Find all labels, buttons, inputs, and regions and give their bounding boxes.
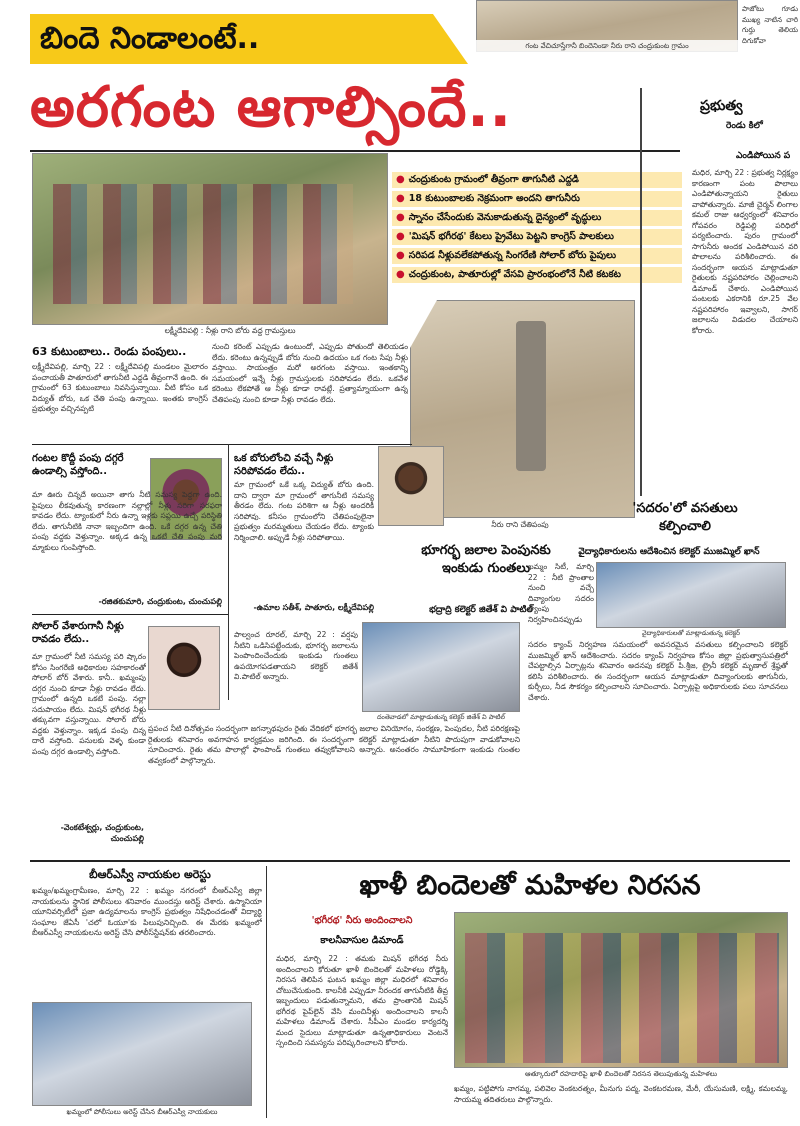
protest-subhead2: కాలనీవాసుల డిమాండ్ bbox=[320, 935, 404, 946]
brs-photo-caption: ఖమ్మంలో పోలీసులు అరెస్ట్ చేసిన బీఆర్ఎస్వీ నాయకులు bbox=[32, 1106, 252, 1118]
box-a-heading: గంటల కొద్దీ పంపు దగ్గరే ఉండాల్సి వస్తోంది.. bbox=[32, 453, 124, 477]
sadaram-body: సదరం క్యాంప్ నిర్వహణ సమయంలో అవసరమైన వసతులు కల్పించాలని కలెక్టర్ ముజమ్మిల్ ఖాన్ ఆదేశించారు. సదరం క్యాంప్ నిర్వహణ కోసం జిల్లా ప్రభుత్వాసుపత్రిలో చేపట్టాల్సిన ఏర్పాట్లను శనివారం అదనపు కలెక్టర్ పి.శ్రీజ, ట్రైనీ కలెక్టర్ మృణాల్ శ్రేష్ఠతో కలిసి పరిశీలించారు. ఈ సందర్భంగా ఆయన మాట్లాడుతూ దివ్యాంగులకు తాగునీరు, కుర్చీలు, నీడ సౌకర్యం కల్పించాలని సూచించారు. ఏర్పాట్లపై అధికారులకు పలు సూచనలు చేశారు. bbox=[528, 640, 788, 702]
box-a-body: మా ఊరు చిన్నదే అయినా తాగు నీటి సమస్య పెద్దగా ఉంది. పైపులు లీకవుతున్న కారణంగా నల్లాల్లో నీళ్లు సరిగా సరఫరా కావడం లేదు. ట్యాంకులో నీరు ఉన్నా ఇళ్లకు సప్లయి ఉచ్చే పరిస్థితి లేదు. తాగునీటికి నానా ఇబ్బందిగా ఉంది. ఒకే దగ్గర ఉన్న చేతి పంపు వద్దకు వెళ్తున్నాం. అక్కడ ఉన్న ఒకటే చేతి పంపు మరి మ్మాకులు గుంపిస్తోంది. bbox=[32, 490, 222, 552]
sadaram-photo bbox=[596, 562, 786, 628]
bullet-item: ● చంద్రుకుంట, పాతూరుల్లో వేసవి ప్రారంభంలోనే నీటి కటకట bbox=[392, 267, 682, 283]
box-c-portrait bbox=[148, 626, 220, 710]
bullet-dot-icon: ● bbox=[396, 174, 405, 185]
box-c-signature: -వెంకటేశ్వర్లు, చంద్రుకుంట, చుంచుపల్లి bbox=[60, 823, 144, 843]
section-rule bbox=[30, 860, 790, 862]
box-c-heading: సోలార్ వేశారుగానీ నీళ్లు రావడం లేదు.. bbox=[32, 621, 124, 645]
sadaram-heading: 'సదరం'లో వసతులు కల్పించాలి bbox=[632, 501, 738, 534]
protesters-figure-group bbox=[465, 933, 779, 1063]
bullet-dot-icon: ● bbox=[396, 250, 405, 261]
bullet-item: ● 'మిషన్ భగీరథ' కేటలు ప్రైవేటు పెట్టని కాంగ్రెస్ పాలకులు bbox=[392, 229, 682, 245]
bullet-dot-icon: ● bbox=[396, 212, 405, 223]
box-b-body: మా గ్రామంలో ఒకే ఒక్క విద్యుత్ బోరు ఉంది. దాని ద్వారా మా గ్రామంలో తాగునీటి సమస్య తీరడం లేదు. గంట పరిశిగా ఆ నీళ్లు అందరికీ సరిపోవు. కనీసం గ్రామంలోని చేతిపంపులైనా ప్రభుత్వం మరమ్మతులు చేయడం లేదు. ట్యాంకు నిర్మించాలి. అప్పుడే నీళ్లు సరిపోతాయి. bbox=[234, 480, 374, 542]
bhugarbha-photo-caption: దంతెవాడలో మాట్లాడుతున్న కలెక్టర్ జితేశ్ వి పాటిల్ bbox=[362, 712, 520, 722]
bullet-item: ● చంద్రుకుంట గ్రామంలో తీవ్రంగా తాగునీటి ఎద్దడి bbox=[392, 172, 682, 188]
main-headline: అరగంట ఆగాల్సిందే.. bbox=[30, 75, 512, 140]
top-photo-caption: గంట వేచిచూస్తేగానీ బిందెనిండా నీరు రాని చంద్రుకుంట గ్రామం bbox=[476, 40, 738, 52]
protest-divider bbox=[266, 866, 267, 1118]
bhugarbha-heading: భూగర్భ జలాల పెంపునకు ఇంకుడు గుంతలు bbox=[421, 543, 551, 576]
divider-1 bbox=[32, 444, 412, 445]
bullet-dot-icon: ● bbox=[396, 269, 405, 280]
brs-photo bbox=[32, 1002, 252, 1106]
sadaram-col1: ఖమ్మం సిటీ, మార్చి 22 : నీటి ప్రాంతాల నుంచి వచ్చే దివ్యాంగుల సదరం క్యాంపు నిర్వహించినప్పుడు bbox=[528, 562, 594, 624]
bullet-item: ● 18 కుటుంబాలకు నెక్రమంగా అందని తాగునీరు bbox=[392, 191, 682, 207]
right-top-snippet: పాజోటు గూడు ముఖ్య నాటిన చారి గుర్తు తెలియ దిగుకోవా bbox=[742, 5, 798, 45]
protest-headline: ఖాళీ బిందెలతో మహిళల నిరసన bbox=[359, 870, 701, 901]
story1-heading: 63 కుటుంబాలు.. రెండు పంపులు.. bbox=[32, 345, 187, 358]
box-a-signature: -రజితకుమారి, చంద్రుకుంట, చుంచుపల్లి bbox=[98, 597, 222, 606]
main-photo bbox=[32, 153, 388, 325]
headline-rule bbox=[30, 150, 680, 152]
sadaram-photo-caption: వైద్యాధికారులతో మాట్లాడుతున్న కలెక్టర్ bbox=[596, 628, 786, 638]
bhugarbha-subhead: భద్రాద్రి కలెక్టర్ జితేశ్ వి పాటిల్ bbox=[429, 605, 533, 615]
protest-subhead1: 'భగీరథ' నీరు అందించాలని bbox=[311, 915, 413, 926]
hand-pump-figure bbox=[516, 321, 546, 471]
bullet-list bbox=[392, 172, 682, 286]
bullet-item: ● స్నానం చేసేందుకు వెనుకాడుతున్న దైన్యంలో వృద్ధులు bbox=[392, 210, 682, 226]
box-b-signature: -ఉమాల సతీశ్, పాతూరు, లక్ష్మీదేవిపల్లి bbox=[253, 603, 374, 612]
protest-footer: ఖమ్మం, పట్టిపోగు నాగమ్మ, పలివెల వెంకటరత్నం, మీనుగు పద్మ, వెంకటరమణ, మేరీ, యేసుమణి, లక్ష్మి, కమలమ్మ, సాయమ్మ తదితరులు పాల్గొన్నారు. bbox=[454, 1084, 788, 1104]
protest-photo bbox=[454, 912, 788, 1068]
right-body: మధిర, మార్చి 22 : ప్రభుత్వ నిర్లక్ష్యం కారణంగా పంట పొలాలు ఎండిపోతున్నాయని రైతులు వాపోతున్నారు. మాజీ చైర్మన్ లింగాల కమల్ రాజు ఆధ్వర్యంలో శనివారం గోపవరం రెడ్డిపల్లి పరిధిలో పర్యటించారు. పురం గ్రామంలో సాగునీరు అందక ఎండిపోయిన వరి పొలాలను పరిశీలించారు. ఈ సందర్భంగా ఆయన మాట్లాడుతూ రైతులకు నష్టపరిహారం చెల్లించాలని డిమాండ్ చేశారు. ఎండిపోయిన పంటలకు ఎకరానికి రూ.25 వేల నష్టపరిహారం ఇవ్వాలని, సాగర్ జలాలను విడుదల చేయాలని కోరారు. bbox=[692, 168, 798, 335]
protest-photo-caption: ఆత్కూరులో రహదారిపై ఖాళీ బిందెలతో నిరసన తెలుపుతున్న మహిళలు bbox=[454, 1068, 788, 1080]
bhugarbha-body: ప్రపంచ నీటి దినోత్సవం సందర్భంగా జగన్నాథపురం రైతు వేదికలో భూగర్భ జలాల వినియోగం, సంరక్షణ, పెంపుదల, నీటి పరిరక్షణపై రైతులకు శనివారం అవగాహన కార్యక్రమం జరిగింది. ఈ సందర్భంగా కలెక్టర్ మాట్లాడుతూ నీటిని పొదుపుగా వాడుకోవాలని సూచించారు. రైతు తమ పొలాల్లో ఫాంపాండ్ గుంతలు తవ్వుకోవాలని అన్నారు. అనంతరం సామూహికంగా ఇంకుడు గుంతల తవ్వకంలో పాల్గొన్నారు. bbox=[148, 724, 520, 765]
vertical-divider bbox=[228, 444, 229, 700]
bullet-dot-icon: ● bbox=[396, 231, 405, 242]
story1-col1: లక్ష్మీదేవిపల్లి, మార్చి 22 : లక్ష్మీదేవిపల్లి మండలం మైలారం పంచాయతీ పాతూరులో తాగునీటి ఎద్దడి తీవ్రంగానే ఉంది. ఈ గ్రామంలో 63 కుటుంబాలు నివసిస్తున్నాయి. వీటి కోసం ఒక విద్యుత్ బోరు, ఒక చేతి పంపు ఉన్నాయి. ఇంతకు కాంగ్రెస్ ప్రభుత్వం వచ్చినప్పటి bbox=[32, 362, 208, 413]
bullet-dot-icon: ● bbox=[396, 193, 405, 204]
right-subhead2: ఎండిపోయిన ప bbox=[736, 151, 791, 161]
right-subhead1: రెండు కిలో bbox=[726, 121, 763, 131]
box-c-body: మా గ్రామంలో నీటి సమస్య పరి ష్కారం కోసం సింగరేణి అధికారుల సహకారంతో సోలార్ బోర్ వేశారు. కానీ.. ఖమ్మంపు దగ్గర నుంచి కూడా నీళ్లు రావడం లేదు. గ్రామంలో ఉన్నది ఒకటే పంపు. నల్లా సదుపాయం లేదు. మిషన్ భగీరథ నీళ్లు తక్కువగా వస్తున్నాయి. సోలార్ బోరు వద్దకు వెళ్తున్నాం. ఇక్కడ పంపు చిన్న దారే వస్తోంది. పనులకు వెళ్ళ కుండా పంపు దగ్గర ఉండాల్సి వస్తోంది. bbox=[32, 652, 146, 756]
brs-body: ఖమ్మం/ఖమ్మంగ్రామీణం, మార్చి 22 : ఖమ్మం నగరంలో బీఆర్ఎస్వీ జిల్లా నాయకులను స్థానిక పోలీసులు శనివారం ముందస్తు అరెస్ట్ చేశారు. ఉస్మానియా యూనివర్సిటీలో ప్రజా ఉద్యమాలను కాంగ్రెస్ ప్రభుత్వం నిషేధించడంతో విద్యార్థి సంఘాల జేఏసీ 'చలో ఓయూ'కు పిలుపునిచ్చింది. ఈ మేరకు ఖమ్మంలో బీఆర్ఎస్వీ నాయకులను అరెస్ట్ చేసి పోలీస్‌స్టేషన్‌కు తరలించారు. bbox=[32, 886, 262, 937]
protest-body: మధిర, మార్చి 22 : తమకు మిషన్ భగీరథ నీరు అందించాలని కోరుతూ ఖాళీ బిందెలతో మహిళలు రోడ్డెక్కి నిరసన తెలిపిన ఘటన ఖమ్మం జిల్లా మధిరలో శనివారం చోటుచేసుకుంది. కాలనీకి ఎప్పుడూ నీరందక తాగునీటికి తీవ్ర ఇబ్బందులు పడుతున్నామని, తమ ప్రాంతానికి మిషన్ భగీరథ పైప్‌లైన్ వేసి మంచినీళ్లు అందించాలని కాలనీ మహిళలు డిమాండ్ చేశారు. సీపీఎం మండల కార్యదర్శి మంద సైదులు మాట్లాడుతూ ఉన్నతాధికారులు వెంటనే స్పందించి సమస్యను పరిష్కరించాలని కోరారు. bbox=[276, 954, 448, 1047]
bullet-item: ● సరిపడ నీళ్లువలేకపోతున్న సింగరేణి సోలార్ బోరు పైపులు bbox=[392, 248, 682, 264]
bhugarbha-col1: పాల్వంచ రూరల్, మార్చి 22 : వర్షపు నీటిని ఒడిసిపట్టేందుకు, భూగర్భ జలాలను పెంపొందించేందుకు ఇంకుడు గుంతలు ఉపయోగపడతాయని కలెక్టర్ జితేశ్ వి.పాటిల్ అన్నారు. bbox=[234, 630, 358, 681]
main-photo-caption: లక్ష్మీదేవిపల్లి : నీళ్లు రాని బోరు వద్ద గ్రామస్తులు bbox=[110, 325, 350, 337]
right-heading: ప్రభుత్వ bbox=[700, 98, 743, 114]
brs-heading: బీఆర్ఎస్వీ నాయకుల అరెస్టు bbox=[89, 868, 211, 881]
divider-2 bbox=[32, 614, 228, 615]
sadaram-subhead: వైద్యాధికారులను ఆదేశించిన కలెక్టర్ ముజమ్మిల్ ఖాన్ bbox=[578, 547, 760, 557]
villagers-figure-group bbox=[53, 184, 353, 304]
pump-photo-caption: నీరు రాని చేతిపంపు bbox=[470, 519, 570, 531]
bhugarbha-photo bbox=[362, 622, 520, 712]
box-b-portrait bbox=[378, 446, 444, 526]
story1-col2: నుంచి కరెంట్ ఎప్పుడు ఉంటుందో, ఎప్పుడు పోతుందో తెలియడం లేదు. కరెంటు ఉన్నప్పుడే బోరు నుంచి ఉదయం ఒక గంట సేపు నీళ్లు వస్తాయి. సాయంత్రం మరో అరగంట వస్తాయి. ఇంతకాన్ని సమయంలో ఇన్నే నీళ్లు గ్రామస్తులకు సరిపోవడం లేదు. ఒకవేళ కరెంటు లేకపోతే ఆ నీళ్లు కూడా రావట్లే. ప్రత్యామ్నాయంగా ఉన్న చేతిపంపు నుంచి కూడా నీళ్లు రావడం లేదు. bbox=[212, 342, 408, 404]
box-b-heading: ఒక బోరులోంచి వచ్చే నీళ్లు సరిపోవడం లేదు.. bbox=[234, 453, 334, 477]
kicker-text: బిందె నిండాలంటే.. bbox=[40, 21, 260, 56]
